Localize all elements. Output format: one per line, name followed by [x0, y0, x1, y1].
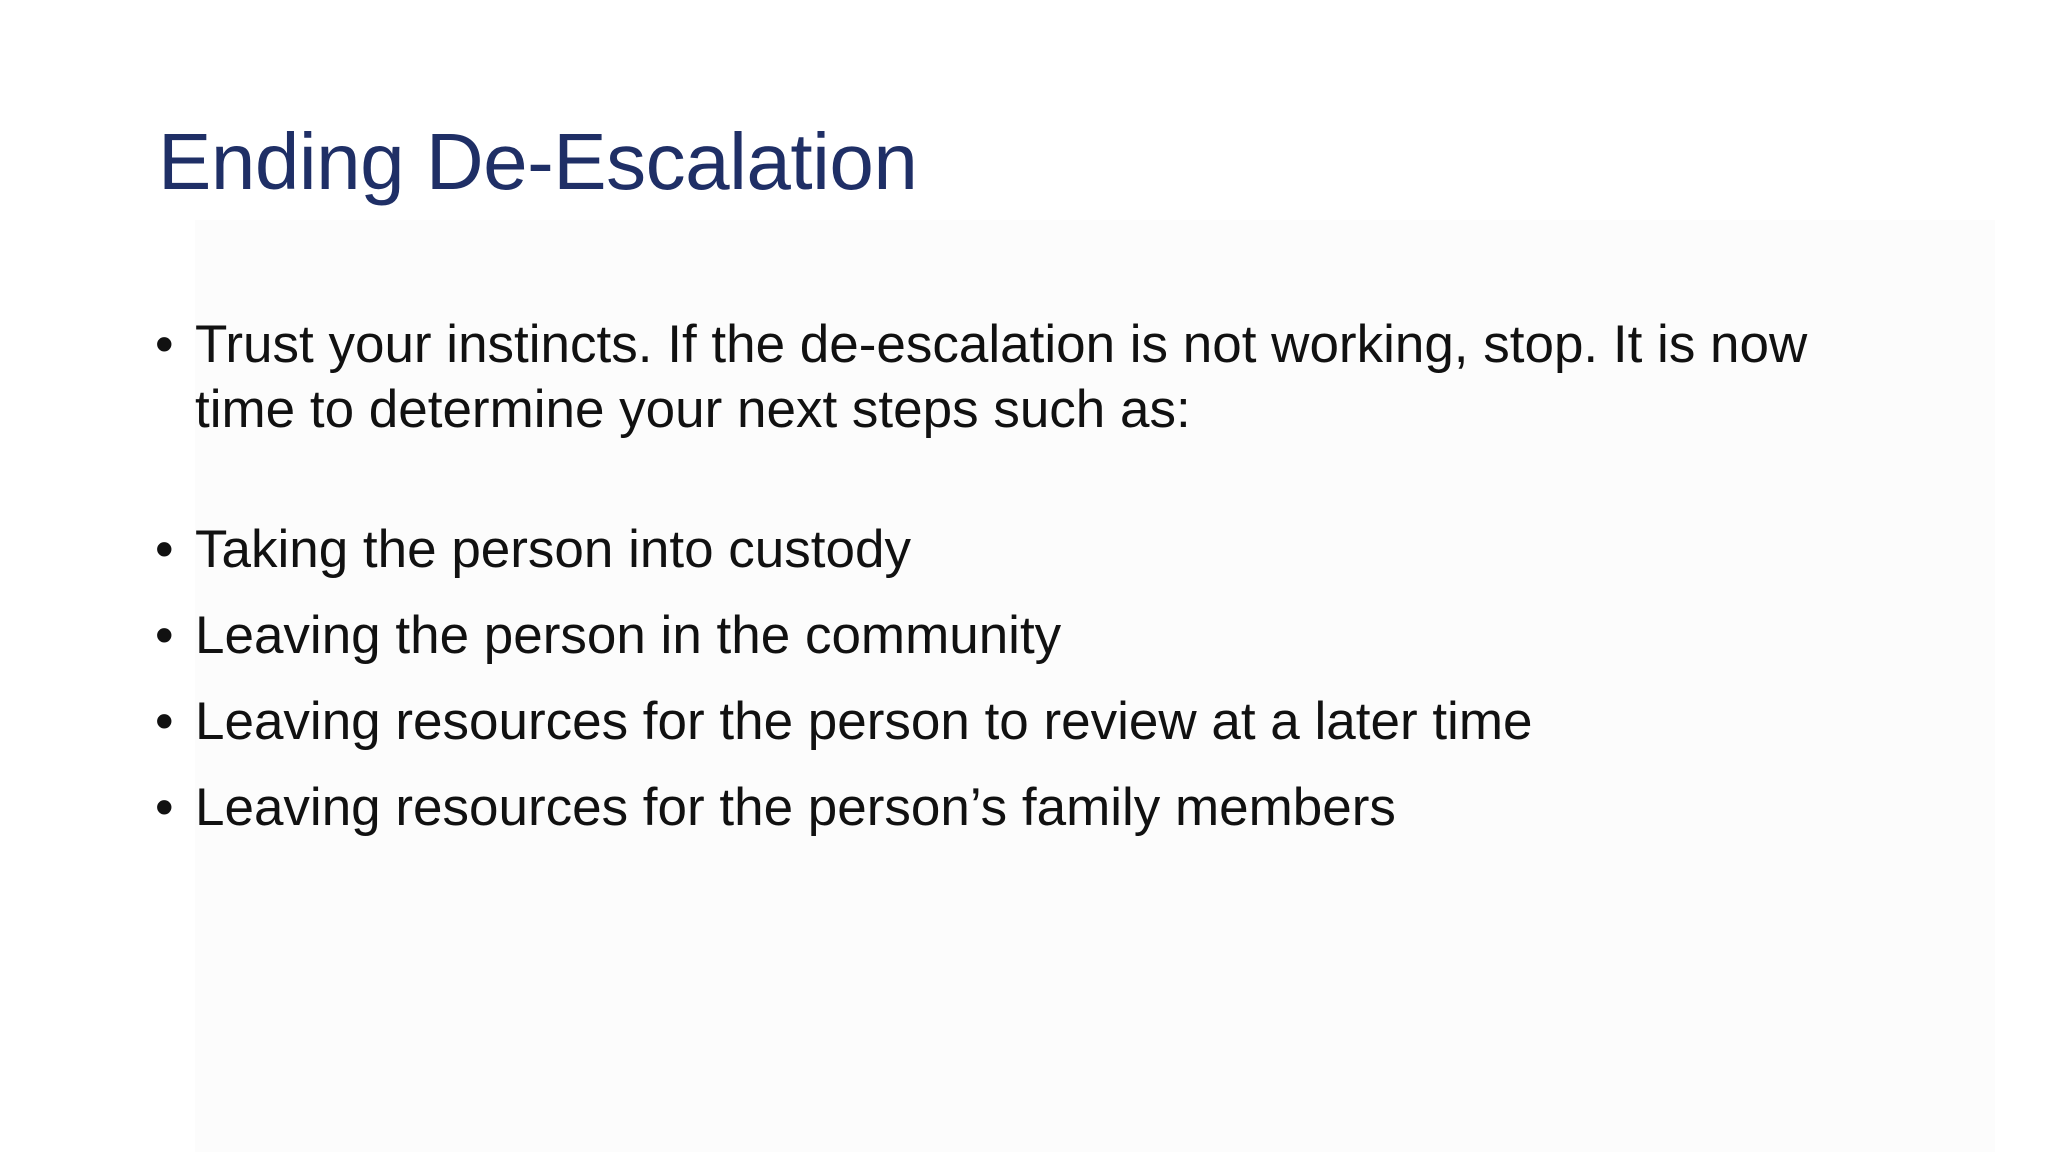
bullet-item: [155, 517, 1855, 582]
bullet-item: [155, 775, 1855, 840]
bullet-item: [155, 312, 1855, 442]
bullet-text: Leaving resources for the person’s family members: [195, 778, 1396, 837]
bullet-icon: •: [155, 606, 174, 665]
bullet-icon: •: [155, 520, 174, 579]
bullet-text: Taking the person into custody: [195, 520, 911, 579]
bullet-list: [155, 312, 1855, 840]
bullet-icon: •: [155, 778, 174, 837]
bullet-text: Leaving resources for the person to review at a later time: [195, 692, 1533, 751]
slide-title: Ending De-Escalation: [158, 117, 918, 206]
bullet-icon: •: [155, 692, 174, 751]
bullet-text: Trust your instincts. If the de-escalation is not working, stop. It is now time to determine your next steps such as:: [195, 315, 1808, 439]
bullet-text: Leaving the person in the community: [195, 606, 1062, 665]
bullet-icon: •: [155, 315, 174, 374]
bullet-item: [155, 689, 1855, 754]
bullet-item: [155, 603, 1855, 668]
